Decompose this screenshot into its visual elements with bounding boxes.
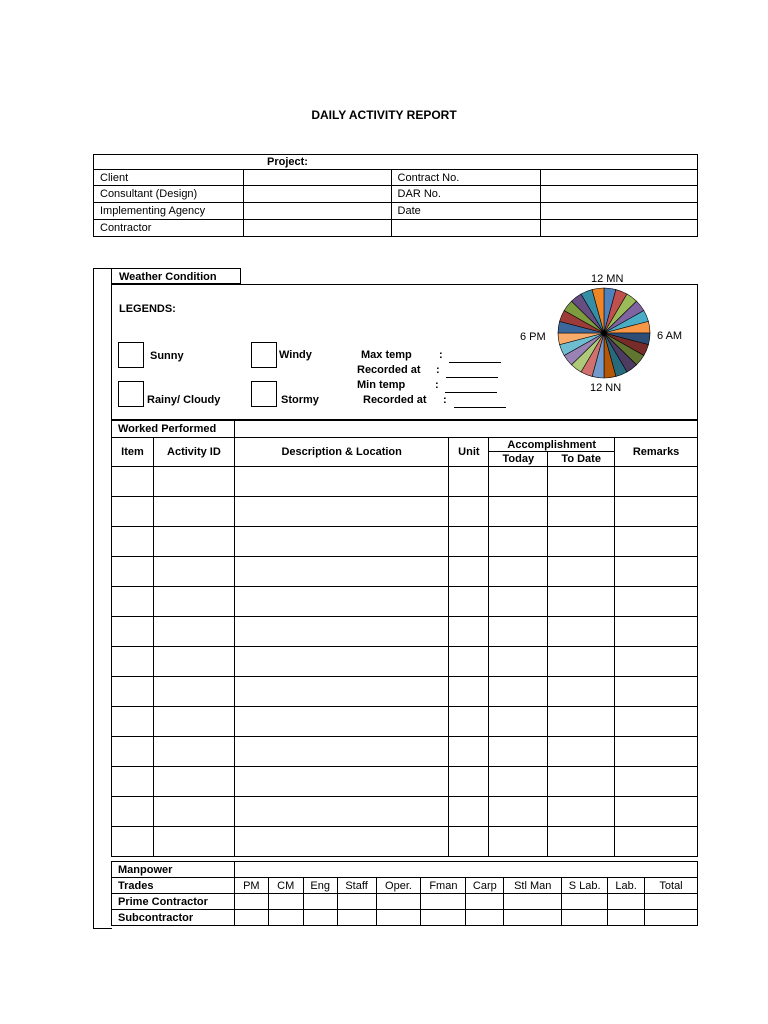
- table-cell[interactable]: [153, 707, 234, 737]
- table-cell[interactable]: [112, 467, 154, 497]
- max-temp-recorded-field[interactable]: [446, 366, 498, 378]
- colon: :: [435, 379, 439, 391]
- table-cell[interactable]: [112, 647, 154, 677]
- table-cell[interactable]: [234, 527, 449, 557]
- weather-condition-label: Weather Condition: [111, 268, 241, 284]
- trade-header: Stl Man: [504, 878, 562, 894]
- manpower-cell[interactable]: [303, 894, 337, 910]
- table-cell[interactable]: [234, 767, 449, 797]
- table-cell[interactable]: [449, 617, 489, 647]
- table-cell[interactable]: [112, 767, 154, 797]
- date-label: Date: [391, 203, 541, 220]
- table-cell[interactable]: [234, 467, 449, 497]
- consultant-label: Consultant (Design): [94, 186, 244, 203]
- client-label: Client: [94, 170, 244, 186]
- contractor-field[interactable]: [243, 220, 391, 237]
- prime-contractor-label: Prime Contractor: [112, 894, 235, 910]
- stormy-label: Stormy: [281, 394, 319, 406]
- legends-label: LEGENDS:: [119, 303, 176, 315]
- implementing-agency-label: Implementing Agency: [94, 203, 244, 220]
- table-cell[interactable]: [489, 737, 548, 767]
- table-cell[interactable]: [489, 467, 548, 497]
- table-cell[interactable]: [548, 797, 615, 827]
- min-temp-field[interactable]: [445, 381, 497, 393]
- table-cell[interactable]: [548, 737, 615, 767]
- table-cell[interactable]: [234, 677, 449, 707]
- table-cell[interactable]: [153, 677, 234, 707]
- table-cell[interactable]: [615, 557, 698, 587]
- table-cell[interactable]: [112, 677, 154, 707]
- table-cell[interactable]: [112, 497, 154, 527]
- col-item: Item: [112, 438, 154, 467]
- manpower-cell[interactable]: [504, 894, 562, 910]
- table-cell[interactable]: [153, 497, 234, 527]
- windy-checkbox[interactable]: [251, 342, 277, 368]
- recorded-at-label: Recorded at: [363, 394, 427, 406]
- manpower-cell[interactable]: [337, 894, 376, 910]
- table-cell[interactable]: [449, 587, 489, 617]
- trade-header: Eng: [303, 878, 337, 894]
- table-cell[interactable]: [489, 557, 548, 587]
- contractor-label: Contractor: [94, 220, 244, 237]
- table-cell[interactable]: [153, 797, 234, 827]
- wheel-center: [602, 331, 607, 336]
- contract-no-field[interactable]: [541, 170, 698, 186]
- table-cell[interactable]: [234, 647, 449, 677]
- trade-header: Total: [645, 878, 698, 894]
- table-cell[interactable]: [548, 587, 615, 617]
- table-cell[interactable]: [615, 527, 698, 557]
- subcontractor-label: Subcontractor: [112, 910, 235, 926]
- table-cell[interactable]: [548, 647, 615, 677]
- table-cell[interactable]: [489, 527, 548, 557]
- table-cell[interactable]: [449, 527, 489, 557]
- table-cell[interactable]: [548, 497, 615, 527]
- table-cell[interactable]: [548, 707, 615, 737]
- table-cell[interactable]: [548, 467, 615, 497]
- worked-performed-label: Worked Performed: [112, 421, 235, 438]
- rainy-cloudy-label: Rainy/ Cloudy: [147, 394, 221, 406]
- table-cell[interactable]: [615, 797, 698, 827]
- manpower-cell[interactable]: [466, 894, 504, 910]
- project-info-table: [93, 154, 698, 237]
- table-cell[interactable]: [615, 587, 698, 617]
- manpower-cell[interactable]: [421, 910, 466, 926]
- manpower-cell[interactable]: [376, 894, 421, 910]
- table-cell[interactable]: [112, 797, 154, 827]
- stormy-checkbox[interactable]: [251, 381, 277, 407]
- table-cell[interactable]: [153, 527, 234, 557]
- table-cell[interactable]: [548, 557, 615, 587]
- table-cell[interactable]: [615, 827, 698, 857]
- trade-header: Lab.: [608, 878, 645, 894]
- col-description: Description & Location: [234, 438, 449, 467]
- dar-no-label: DAR No.: [391, 186, 541, 203]
- table-row: [112, 827, 698, 857]
- table-cell[interactable]: [153, 557, 234, 587]
- table-cell[interactable]: [449, 737, 489, 767]
- table-cell[interactable]: [234, 557, 449, 587]
- colon: :: [439, 349, 443, 361]
- manpower-cell[interactable]: [421, 894, 466, 910]
- table-row: [112, 467, 698, 497]
- manpower-cell[interactable]: [645, 894, 698, 910]
- table-cell[interactable]: [112, 587, 154, 617]
- table-cell[interactable]: [234, 797, 449, 827]
- manpower-cell[interactable]: [234, 894, 268, 910]
- col-unit: Unit: [449, 438, 489, 467]
- table-cell[interactable]: [449, 827, 489, 857]
- table-cell[interactable]: [449, 497, 489, 527]
- client-field[interactable]: [243, 170, 391, 186]
- manpower-cell[interactable]: [268, 894, 303, 910]
- manpower-cell[interactable]: [608, 894, 645, 910]
- table-cell[interactable]: [548, 767, 615, 797]
- table-cell[interactable]: [112, 737, 154, 767]
- table-cell[interactable]: [234, 737, 449, 767]
- table-cell[interactable]: [615, 767, 698, 797]
- trade-header: CM: [268, 878, 303, 894]
- table-cell[interactable]: [449, 677, 489, 707]
- table-row: [112, 527, 698, 557]
- table-row: [112, 647, 698, 677]
- clock-label-12nn: 12 NN: [590, 382, 622, 394]
- trade-header: Staff: [337, 878, 376, 894]
- table-cell[interactable]: [112, 557, 154, 587]
- table-row: [112, 797, 698, 827]
- left-margin-border: [93, 268, 112, 929]
- manpower-cell[interactable]: [303, 910, 337, 926]
- work-performed-table: [111, 420, 698, 857]
- table-cell[interactable]: [234, 497, 449, 527]
- table-cell[interactable]: [449, 647, 489, 677]
- contract-no-label: Contract No.: [391, 170, 541, 186]
- table-cell[interactable]: [234, 617, 449, 647]
- windy-label: Windy: [279, 349, 312, 361]
- trade-header: Carp: [466, 878, 504, 894]
- table-row: [112, 497, 698, 527]
- table-row: [112, 737, 698, 767]
- table-row: [112, 767, 698, 797]
- table-cell[interactable]: [449, 467, 489, 497]
- table-row: [112, 587, 698, 617]
- table-cell[interactable]: [153, 737, 234, 767]
- table-cell[interactable]: [234, 827, 449, 857]
- recorded-at-label: Recorded at: [357, 364, 421, 376]
- table-cell[interactable]: [112, 827, 154, 857]
- manpower-cell[interactable]: [645, 910, 698, 926]
- colon: :: [443, 394, 447, 406]
- table-cell[interactable]: [153, 587, 234, 617]
- table-cell[interactable]: [548, 527, 615, 557]
- clock-label-6pm: 6 PM: [520, 331, 546, 343]
- table-cell[interactable]: [234, 707, 449, 737]
- manpower-cell[interactable]: [504, 910, 562, 926]
- max-temp-field[interactable]: [449, 351, 501, 363]
- dar-no-field[interactable]: [541, 186, 698, 203]
- min-temp-recorded-field[interactable]: [454, 396, 506, 408]
- manpower-cell[interactable]: [337, 910, 376, 926]
- table-cell[interactable]: [153, 467, 234, 497]
- table-cell[interactable]: [153, 827, 234, 857]
- manpower-cell[interactable]: [608, 910, 645, 926]
- col-to-date: To Date: [548, 452, 615, 467]
- manpower-cell[interactable]: [268, 910, 303, 926]
- table-cell[interactable]: [112, 617, 154, 647]
- table-cell[interactable]: [489, 497, 548, 527]
- table-cell[interactable]: [489, 617, 548, 647]
- manpower-cell[interactable]: [234, 910, 268, 926]
- col-accomplishment: Accomplishment: [489, 438, 615, 452]
- trade-header: PM: [234, 878, 268, 894]
- table-cell[interactable]: [449, 767, 489, 797]
- table-cell[interactable]: [489, 677, 548, 707]
- rainy-cloudy-checkbox[interactable]: [118, 381, 144, 407]
- clock-label-12mn: 12 MN: [591, 273, 624, 285]
- col-today: Today: [489, 452, 548, 467]
- table-cell[interactable]: [449, 797, 489, 827]
- table-cell[interactable]: [153, 767, 234, 797]
- min-temp-label: Min temp: [357, 379, 406, 391]
- table-row: [112, 707, 698, 737]
- colon: :: [436, 364, 440, 376]
- table-cell[interactable]: [153, 617, 234, 647]
- table-cell[interactable]: [615, 737, 698, 767]
- table-cell[interactable]: [489, 797, 548, 827]
- table-cell[interactable]: [489, 587, 548, 617]
- table-cell[interactable]: [153, 647, 234, 677]
- table-cell[interactable]: [489, 707, 548, 737]
- table-cell[interactable]: [615, 497, 698, 527]
- weather-clock-wheel[interactable]: [556, 286, 652, 380]
- table-cell[interactable]: [548, 827, 615, 857]
- project-label: Project:: [94, 155, 698, 170]
- table-cell[interactable]: [449, 707, 489, 737]
- manpower-table: [111, 861, 698, 926]
- max-temp-label: Max temp: [361, 349, 412, 361]
- date-field[interactable]: [541, 203, 698, 220]
- table-cell[interactable]: [112, 707, 154, 737]
- consultant-field[interactable]: [243, 186, 391, 203]
- table-row: [112, 677, 698, 707]
- table-cell[interactable]: [615, 647, 698, 677]
- table-row: [112, 557, 698, 587]
- implementing-agency-field[interactable]: [243, 203, 391, 220]
- clock-label-6am: 6 AM: [657, 330, 683, 342]
- manpower-label: Manpower: [112, 862, 235, 878]
- sunny-checkbox[interactable]: [118, 342, 144, 368]
- table-cell[interactable]: [548, 617, 615, 647]
- trade-header: Fman: [421, 878, 466, 894]
- table-cell[interactable]: [615, 707, 698, 737]
- col-remarks: Remarks: [615, 438, 698, 467]
- table-cell[interactable]: [548, 677, 615, 707]
- trades-label: Trades: [112, 878, 235, 894]
- table-cell[interactable]: [489, 827, 548, 857]
- table-cell[interactable]: [234, 587, 449, 617]
- page-title: DAILY ACTIVITY REPORT: [311, 108, 457, 122]
- table-cell[interactable]: [615, 617, 698, 647]
- trade-header: S Lab.: [562, 878, 608, 894]
- table-row: [112, 617, 698, 647]
- sunny-label: Sunny: [150, 350, 184, 362]
- col-activity-id: Activity ID: [153, 438, 234, 467]
- table-cell[interactable]: [615, 677, 698, 707]
- manpower-cell[interactable]: [562, 894, 608, 910]
- manpower-cell[interactable]: [562, 910, 608, 926]
- table-cell[interactable]: [449, 557, 489, 587]
- table-cell[interactable]: [489, 647, 548, 677]
- table-cell[interactable]: [112, 527, 154, 557]
- manpower-cell[interactable]: [376, 910, 421, 926]
- table-cell[interactable]: [489, 767, 548, 797]
- manpower-cell[interactable]: [466, 910, 504, 926]
- table-cell[interactable]: [615, 467, 698, 497]
- trade-header: Oper.: [376, 878, 421, 894]
